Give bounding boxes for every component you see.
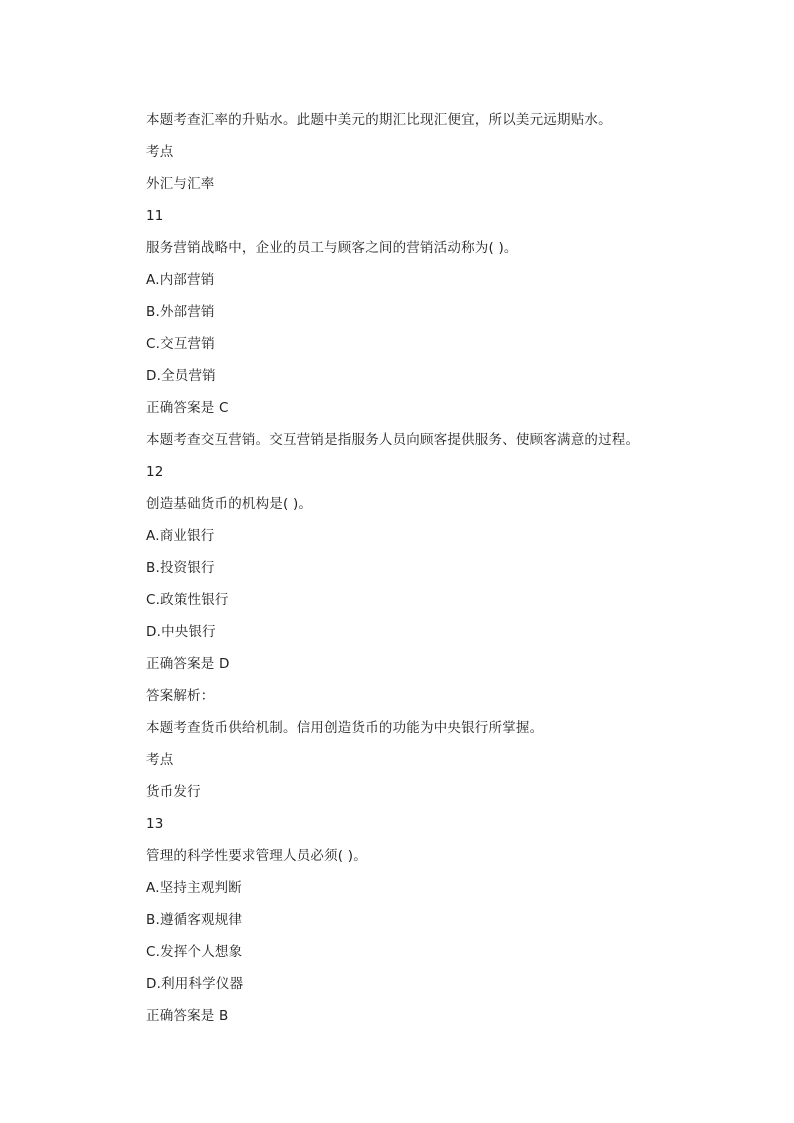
question-number: 13 [146, 816, 164, 832]
question-number: 11 [146, 208, 164, 224]
question-number: 12 [146, 464, 164, 480]
topic-value: 外汇与汇率 [146, 176, 215, 192]
option-c: C.政策性银行 [146, 592, 229, 608]
topic-label: 考点 [146, 752, 174, 768]
option-d: D.利用科学仪器 [146, 976, 244, 992]
topic-label: 考点 [146, 144, 174, 160]
correct-answer: 正确答案是 B [146, 1008, 229, 1024]
option-c: C.发挥个人想象 [146, 944, 243, 960]
explanation-text: 本题考查货币供给机制。信用创造货币的功能为中央银行所掌握。 [146, 720, 544, 736]
option-a: A.商业银行 [146, 528, 215, 544]
question-text: 管理的科学性要求管理人员必须( )。 [146, 848, 367, 864]
option-b: B.投资银行 [146, 560, 215, 576]
option-b: B.遵循客观规律 [146, 912, 243, 928]
explanation-text: 本题考查交互营销。交互营销是指服务人员向顾客提供服务、使顾客满意的过程。 [146, 432, 640, 448]
option-d: D.中央银行 [146, 624, 216, 640]
analysis-label: 答案解析： [146, 688, 215, 704]
question-text: 服务营销战略中，企业的员工与顾客之间的营销活动称为( )。 [146, 240, 518, 256]
option-a: A.坚持主观判断 [146, 880, 242, 896]
option-b: B.外部营销 [146, 304, 215, 320]
option-a: A.内部营销 [146, 272, 215, 288]
question-text: 创造基础货币的机构是( )。 [146, 496, 313, 512]
correct-answer: 正确答案是 D [146, 656, 230, 672]
topic-value: 货币发行 [146, 784, 201, 800]
explanation-text: 本题考查汇率的升贴水。此题中美元的期汇比现汇便宜，所以美元远期贴水。 [146, 112, 612, 128]
option-c: C.交互营销 [146, 336, 215, 352]
correct-answer: 正确答案是 C [146, 400, 229, 416]
option-d: D.全员营销 [146, 368, 216, 384]
